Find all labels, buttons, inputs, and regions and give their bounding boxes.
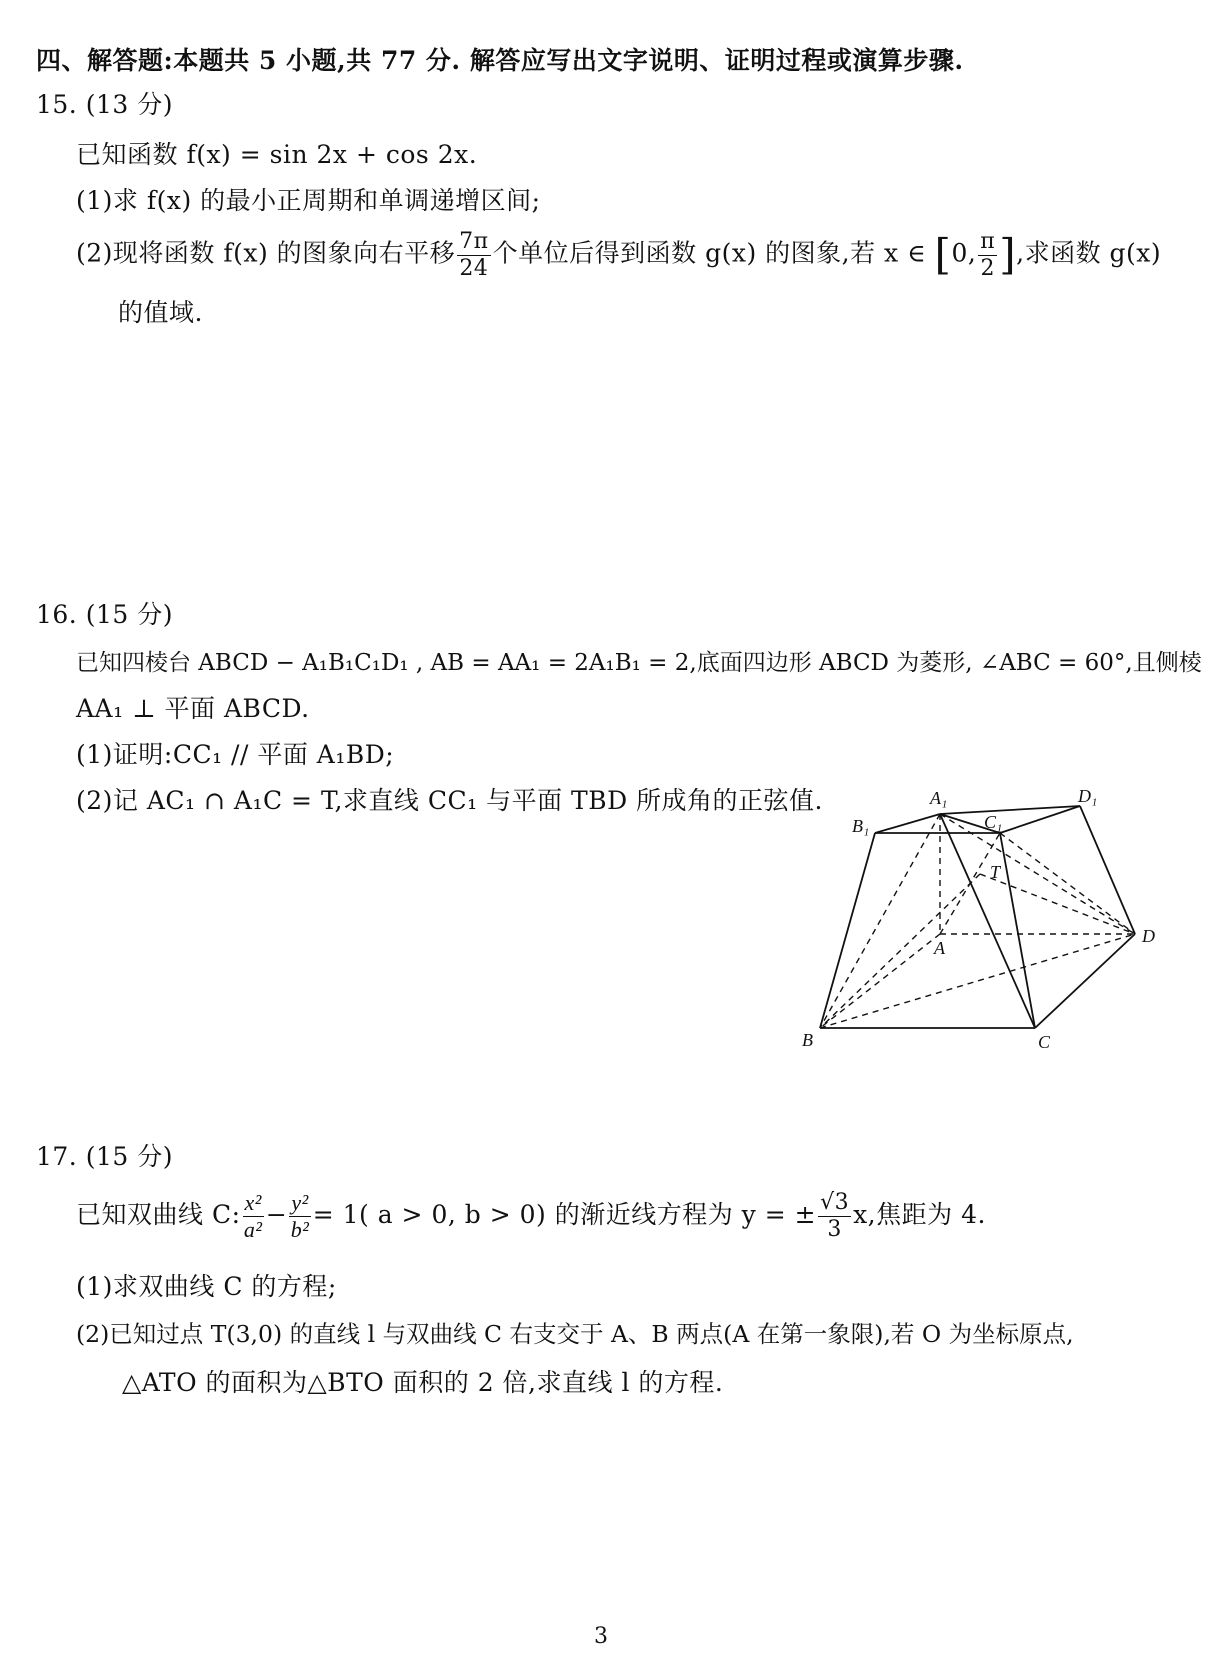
q16-part1: (1)证明:CC₁ // 平面 A₁BD; xyxy=(76,740,395,769)
q17-stem-text-a: 已知双曲线 C: xyxy=(76,1200,241,1229)
interval-fraction xyxy=(978,228,997,281)
edge-C1-D xyxy=(1000,833,1135,934)
interval-fraction-denominator: 2 xyxy=(980,255,996,281)
q15-part2-text-a: (2)现将函数 f(x) 的图象向右平移 xyxy=(76,238,456,268)
q15-stem: 已知函数 f(x) = sin 2x + cos 2x. xyxy=(76,140,478,169)
frustum-figure xyxy=(802,786,1180,1128)
interval-left-bracket: [ xyxy=(934,230,952,279)
edge-B-D xyxy=(820,934,1135,1028)
label-B1: B₁ xyxy=(852,816,870,836)
interval-fraction-numerator: π xyxy=(980,228,996,254)
label-A: A xyxy=(934,938,945,958)
shift-fraction xyxy=(457,228,490,281)
q17-number: 17. (15 分) xyxy=(36,1142,173,1171)
shift-fraction-denominator: 24 xyxy=(459,255,489,281)
q15-part2-line xyxy=(76,230,1161,280)
edge-A-B xyxy=(820,934,940,1028)
section-header: 四、解答题:本题共 5 小题,共 77 分. 解答应写出文字说明、证明过程或演算步骤. xyxy=(36,46,964,75)
frac1-denominator: a² xyxy=(243,1217,263,1242)
q17-stem-text-c: x,焦距为 4. xyxy=(853,1200,986,1229)
y-squared-over-b-squared xyxy=(289,1192,310,1241)
q17-part2-line2: △ATO 的面积为△BTO 面积的 2 倍,求直线 l 的方程. xyxy=(122,1368,724,1397)
page-number: 3 xyxy=(594,1624,609,1649)
q15-part2-text-b: 个单位后得到函数 g(x) 的图象,若 x ∈ xyxy=(492,238,927,268)
edge-A1-C xyxy=(940,814,1035,1028)
q15-part2-continued: 的值域. xyxy=(118,298,203,327)
edge-D1-D xyxy=(1080,806,1135,934)
q17-stem-text-b: = 1( a > 0, b > 0) 的渐近线方程为 y = ± xyxy=(312,1200,817,1229)
edge-A1-D xyxy=(940,814,1135,934)
q17-part2-line1: (2)已知过点 T(3,0) 的直线 l 与双曲线 C 右支交于 A、B 两点(A 在第一象限),若 O 为坐标原点, xyxy=(76,1320,1074,1348)
label-B: B xyxy=(802,1030,813,1050)
q15-number: 15. (13 分) xyxy=(36,90,173,119)
label-T: T xyxy=(990,862,1001,882)
q15-part2-text-c: ,求函数 g(x) xyxy=(1016,238,1162,268)
label-C1: C₁ xyxy=(984,812,1003,832)
sqrt3-over-3 xyxy=(818,1192,851,1241)
frac2-denominator: b² xyxy=(290,1217,310,1242)
edge-A1-B1 xyxy=(875,814,940,833)
x-squared-over-a-squared xyxy=(243,1192,264,1241)
frac2-numerator: y² xyxy=(291,1190,309,1215)
shift-fraction-numerator: 7π xyxy=(459,228,489,254)
label-C: C xyxy=(1038,1032,1051,1052)
label-A1: A₁ xyxy=(930,788,948,808)
edge-A1-B xyxy=(820,814,940,1028)
interval-right-bracket: ] xyxy=(999,230,1017,279)
minus-sign: − xyxy=(265,1200,288,1229)
q16-number: 16. (15 分) xyxy=(36,600,173,629)
q16-part2: (2)记 AC₁ ∩ A₁C = T,求直线 CC₁ 与平面 TBD 所成角的正弦值. xyxy=(76,786,824,815)
edge-T-B xyxy=(820,874,980,1028)
frac3-denominator: 3 xyxy=(827,1217,842,1242)
label-D: D xyxy=(1142,926,1155,946)
q15-part1: (1)求 f(x) 的最小正周期和单调递增区间; xyxy=(76,186,541,215)
q16-stem-line1: 已知四棱台 ABCD − A₁B₁C₁D₁ , AB = AA₁ = 2A₁B₁ = 2,底面四边形 ABCD 为菱形, ∠ABC = 60°,且侧棱 xyxy=(76,650,1202,676)
q17-stem-line xyxy=(76,1192,986,1241)
edge-C-D xyxy=(1035,934,1135,1028)
edge-B1-B xyxy=(820,833,875,1028)
interval-zero: 0, xyxy=(951,238,977,268)
frac1-numerator: x² xyxy=(244,1190,262,1215)
q17-part1: (1)求双曲线 C 的方程; xyxy=(76,1272,337,1301)
label-D1: D₁ xyxy=(1078,786,1098,806)
edge-T-D xyxy=(980,874,1135,934)
q16-stem-line2: AA₁ ⊥ 平面 ABCD. xyxy=(76,694,310,723)
frac3-numerator: √3 xyxy=(820,1190,850,1215)
